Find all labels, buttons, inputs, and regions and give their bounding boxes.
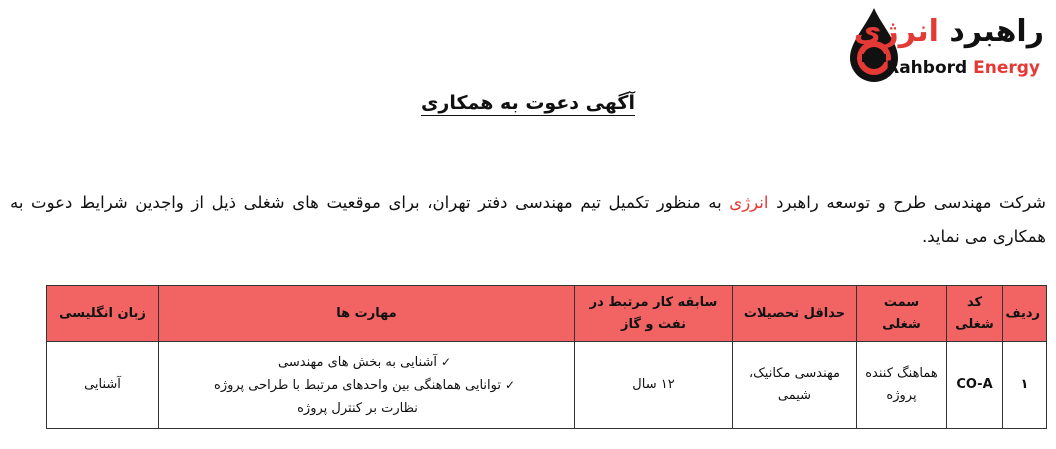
cell-education: مهندسی مکانیک، شیمی	[733, 342, 857, 429]
header-row-number: ردیف	[1003, 286, 1047, 342]
skill-item	[165, 397, 568, 420]
header-education: حداقل تحصیلات	[733, 286, 857, 342]
intro-paragraph	[10, 186, 1046, 254]
table-header-row	[47, 286, 1047, 342]
header-position: سمت شغلی	[857, 286, 947, 342]
table-row	[47, 342, 1047, 429]
cell-position: هماهنگ کننده پروژه	[857, 342, 947, 429]
page-title-text: آگهی دعوت به همکاری	[420, 92, 635, 114]
skill-text: نظارت بر کنترل پروژه	[297, 400, 418, 416]
intro-text-before: شرکت مهندسی طرح و توسعه راهبرد	[768, 193, 1047, 212]
logo-persian-text	[854, 14, 1044, 50]
skill-text: توانایی هماهنگی بین واحدهای مرتبط با طراحی پروژه	[214, 377, 501, 393]
cell-experience: ۱۲ سال	[575, 342, 733, 429]
header-english: زبان انگلیسی	[47, 286, 159, 342]
intro-text-after: به منظور تکمیل تیم مهندسی دفتر تهران، برای موقعیت های شغلی ذیل از واجدین شرایط دعوت به همکاری می نماید.	[10, 193, 1046, 246]
logo-persian-part1: راهبرد	[949, 14, 1044, 49]
cell-english: آشنایی	[47, 342, 159, 429]
cell-skills	[159, 342, 575, 429]
header-experience: سابقه کار مرتبط در نفت و گاز	[575, 286, 733, 342]
skills-list	[165, 351, 568, 420]
header-skills: مهارت ها	[159, 286, 575, 342]
skill-item	[165, 374, 568, 397]
job-positions-table	[46, 285, 1047, 429]
skill-text: آشنایی به بخش های مهندسی	[278, 354, 437, 370]
logo-english-part2: Energy	[973, 58, 1040, 78]
cell-job-code: CO-A	[947, 342, 1003, 429]
header-job-code: کد شغلی	[947, 286, 1003, 342]
logo-english-text	[886, 58, 1040, 78]
logo-persian-part2: انرژی	[853, 14, 939, 49]
logo-english-part1: Rahbord	[886, 58, 968, 78]
cell-row-number: ۱	[1003, 342, 1047, 429]
intro-highlight: انرژی	[729, 193, 769, 212]
checkmark-icon: ✓	[440, 354, 452, 369]
page-title	[0, 92, 1056, 114]
company-logo	[846, 6, 1046, 86]
skill-item	[165, 351, 568, 374]
checkmark-icon: ✓	[504, 377, 516, 392]
